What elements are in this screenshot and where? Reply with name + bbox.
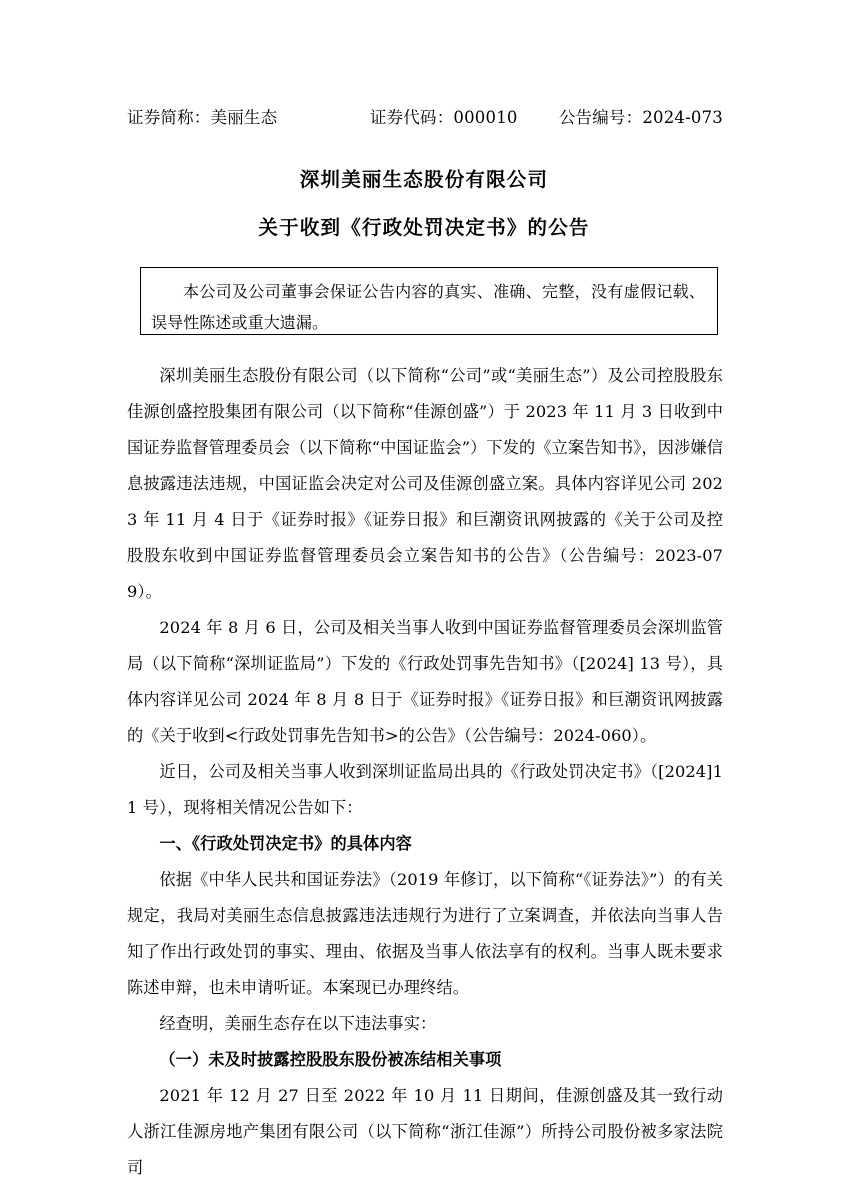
company-name-title: 深圳美丽生态股份有限公司 [299,168,549,191]
document-title-block [0,166,848,242]
security-code: 证券代码：000010 [369,108,518,127]
para-prior-notice: 2024 年 8 月 6 日，公司及相关当事人收到中国证券监督管理委员会深圳监管局（以下简称“深圳证监局”）下发的《行政处罚事先告知书》（[2024] 13 号），具体内容详见公司 2024 年 8 月 8 日于《证券时报》《证券日报》和巨潮资讯网披露的《关于收到<行政处罚事先告知书>的公告》（公告编号：2024-060）。 [127,618,723,745]
para-legal-basis: 依据《中华人民共和国证券法》（2019 年修订，以下简称“《证券法》”）的有关规定，我局对美丽生态信息披露违法违规行为进行了立案调查，并依法向当事人告知了作出行政处罚的事实、理由、依据及当事人依法享有的权利。当事人既未要求陈述申辩，也未申请听证。本案现已办理终结。 [127,870,723,997]
para-findings-intro: 经查明，美丽生态存在以下违法事实： [159,1014,437,1033]
para-decision-received: 近日，公司及相关当事人收到深圳证监局出具的《行政处罚决定书》（[2024]11 号），现将相关情况公告如下： [127,762,723,817]
announcement-subject-title: 关于收到《行政处罚决定书》的公告 [258,216,590,239]
heading-section-one: 一、《行政处罚决定书》的具体内容 [159,834,412,853]
disclaimer-box [140,267,718,335]
disclaimer-text: 本公司及公司董事会保证公告内容的真实、准确、完整，没有虚假记载、误导性陈述或重大遗漏。 [151,282,705,332]
announcement-number: 公告编号：2024-073 [558,108,723,127]
para-freeze-detail: 2021 年 12 月 27 日至 2022 年 10 月 11 日期间，佳源创盛及其一致行动人浙江佳源房地产集团有限公司（以下简称“浙江佳源”）所持公司股份被多家法院司 [127,1086,723,1177]
security-abbreviation: 证券简称：美丽生态 [127,108,278,127]
para-filing-case: 深圳美丽生态股份有限公司（以下简称“公司”或“美丽生态”）及公司控股股东佳源创盛控股集团有限公司（以下简称“佳源创盛”）于 2023 年 11 月 3 日收到中国证券监督管理委员会（以下简称“中国证监会”）下发的《立案告知书》，因涉嫌信息披露违法违规，中国证监会决定对公司及佳源创盛立案。具体内容详见公司 2023 年 11 月 4 日于《证券时报》《证券日报》和巨潮资讯网披露的《关于公司及控股股东收到中国证券监督管理委员会立案告知书的公告》（公告编号：2023-079）。 [127,366,723,601]
heading-subsection-one: （一）未及时披露控股股东股份被冻结相关事项 [159,1050,502,1069]
document-header [127,104,723,128]
document-body [127,358,723,1186]
